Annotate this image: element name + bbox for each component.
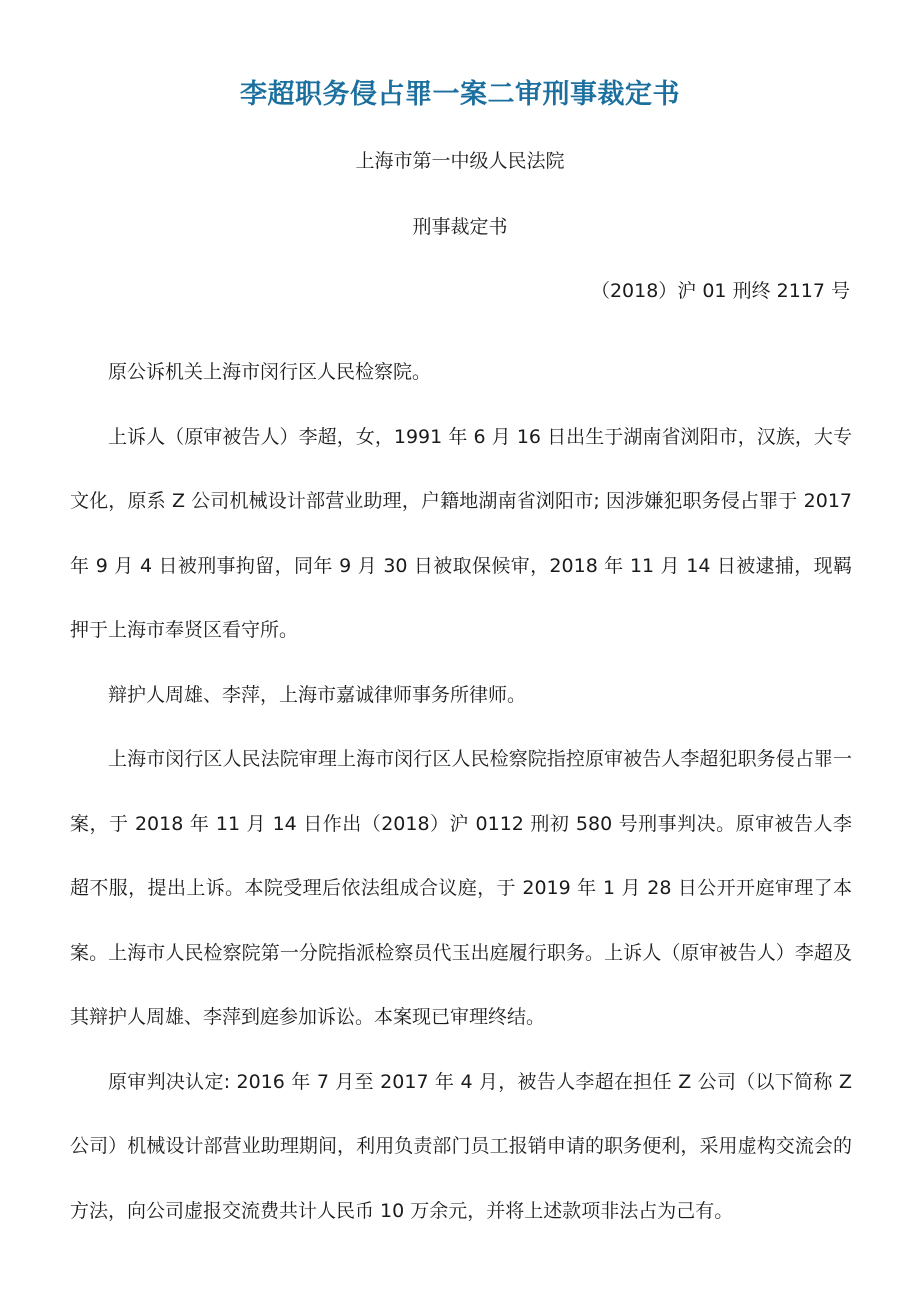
document-body bbox=[70, 340, 852, 1243]
paragraph-defenders: 辩护人周雄、李萍，上海市嘉诚律师事务所律师。 bbox=[108, 683, 527, 706]
case-number: （2018）沪 01 刑终 2117 号 bbox=[590, 280, 850, 302]
paragraph-findings: 原审判决认定: 2016 年 7 月至 2017 年 4 月，被告人李超在担任 Z 公司（以下简称 Z 公司）机械设计部营业助理期间，利用负责部门员工报销申请的职务便利，采用虚构交流会的方法，向公司虚报交流费共计人民币 10 万余元，并将上述款项非法占为己有。 bbox=[70, 1070, 852, 1222]
document-title: 李超职务侵占罪一案二审刑事裁定书 bbox=[240, 79, 680, 110]
paragraph-prosecutor: 原公诉机关上海市闵行区人民检察院。 bbox=[108, 361, 432, 383]
paragraph-procedure: 上海市闵行区人民法院审理上海市闵行区人民检察院指控原审被告人李超犯职务侵占罪一案，于 2018 年 11 月 14 日作出（2018）沪 0112 刑初 580 号刑事判决。原审被告人李超不服，提出上诉。本院受理后依法组成合议庭，于 2019 年 1 月 28 日公开开庭审理了本案。上海市人民检察院第一分院指派检察员代玉出庭履行职务。上诉人（原审被告人）李超及其辩护人周雄、李萍到庭参加诉讼。本案现已审理终结。 bbox=[70, 748, 852, 1028]
court-name: 上海市第一中级人民法院 bbox=[355, 150, 565, 172]
paragraph-appellant: 上诉人（原审被告人）李超，女，1991 年 6 月 16 日出生于湖南省浏阳市，汉族，大专文化，原系 Z 公司机械设计部营业助理，户籍地湖南省浏阳市; 因涉嫌犯职务侵占罪于 2017 年 9 月 4 日被刑事拘留，同年 9 月 30 日被取保候审，2018 年 11 月 14 日被逮捕，现羁押于上海市奉贤区看守所。 bbox=[70, 425, 852, 641]
document-type: 刑事裁定书 bbox=[412, 216, 508, 238]
